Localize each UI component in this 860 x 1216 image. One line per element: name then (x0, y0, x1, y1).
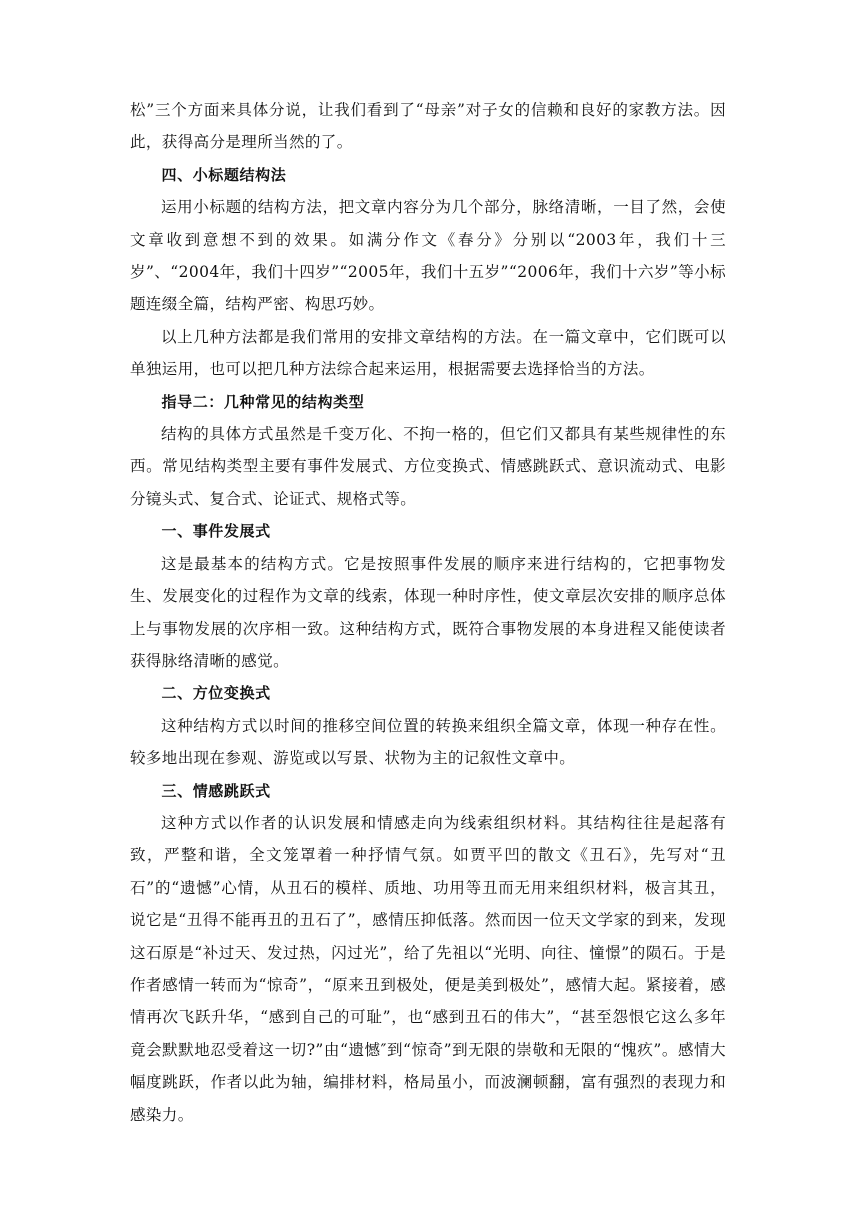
section-heading: 三、情感跳跃式 (161, 781, 271, 800)
paragraph: 以上几种方法都是我们常用的安排文章结构的方法。在一篇文章中，它们既可以单独运用，也可以把几种方法综合起来运用，根据需要去选择恰当的方法。 (130, 327, 726, 379)
paragraph: 这种结构方式以时间的推移空间位置的转换来组织全篇文章，体现一种存在性。较多地出现在参观、游览或以写景、状物为主的记叙性文章中。 (130, 716, 726, 768)
paragraph: 这种方式以作者的认识发展和情感走向为线索组织材料。其结构往往是起落有致，严整和谐，全文笼罩着一种抒情气氛。如贾平凹的散文《丑石》，先写对“丑石”的“遗憾”心情，从丑石的模样、质地、功用等丑而无用来组织材料，极言其丑，说它是“丑得不能再丑的丑石了”，感情压抑低落。然而因一位天文学家的到来，发现这石原是“补过天、发过热，闪过光”，给了先祖以“光明、向往、憧憬”的陨石。于是作者感情一转而为“惊奇”，“原来丑到极处，便是美到极处”，感情大起。紧接着，感情再次飞跃升华，“感到自己的可耻”，也“感到丑石的伟大”，“甚至怨恨它这么多年竟会默默地忍受着这一切?”由“遗憾″到“惊奇”到无限的崇敬和无限的“愧疚”。感情大幅度跳跃，作者以此为轴，编排材料，格局虽小，而波澜顿翻，富有强烈的表现力和感染力。 (130, 813, 726, 1124)
document-page (130, 94, 726, 1131)
section-heading: 指导二：几种常见的结构类型 (161, 392, 365, 411)
section-heading: 四、小标题结构法 (161, 165, 287, 184)
paragraph: 运用小标题的结构方法，把文章内容分为几个部分，脉络清晰，一目了然，会使文章收到意想不到的效果。如满分作文《春分》分别以“2003年，我们十三岁”、“2004年，我们十四岁”“2005年，我们十五岁”“2006年，我们十六岁”等小标题连缀全篇，结构严密、构思巧妙。 (130, 198, 726, 314)
section-heading: 一、事件发展式 (161, 522, 271, 541)
paragraph: 这是最基本的结构方式。它是按照事件发展的顺序来进行结构的，它把事物发生、发展变化的过程作为文章的线索，体现一种时序性，使文章层次安排的顺序总体上与事物发展的次序相一致。这种结构方式，既符合事物发展的本身进程又能使读者获得脉络清晰的感觉。 (130, 554, 726, 670)
paragraph: 松”三个方面来具体分说，让我们看到了“母亲”对子女的信赖和良好的家教方法。因此，获得高分是理所当然的了。 (130, 101, 726, 152)
paragraph: 结构的具体方式虽然是千变万化、不拘一格的，但它们又都具有某些规律性的东西。常见结构类型主要有事件发展式、方位变换式、情感跳跃式、意识流动式、电影分镜头式、复合式、论证式、规格式等。 (130, 425, 726, 508)
section-heading: 二、方位变换式 (161, 684, 271, 703)
